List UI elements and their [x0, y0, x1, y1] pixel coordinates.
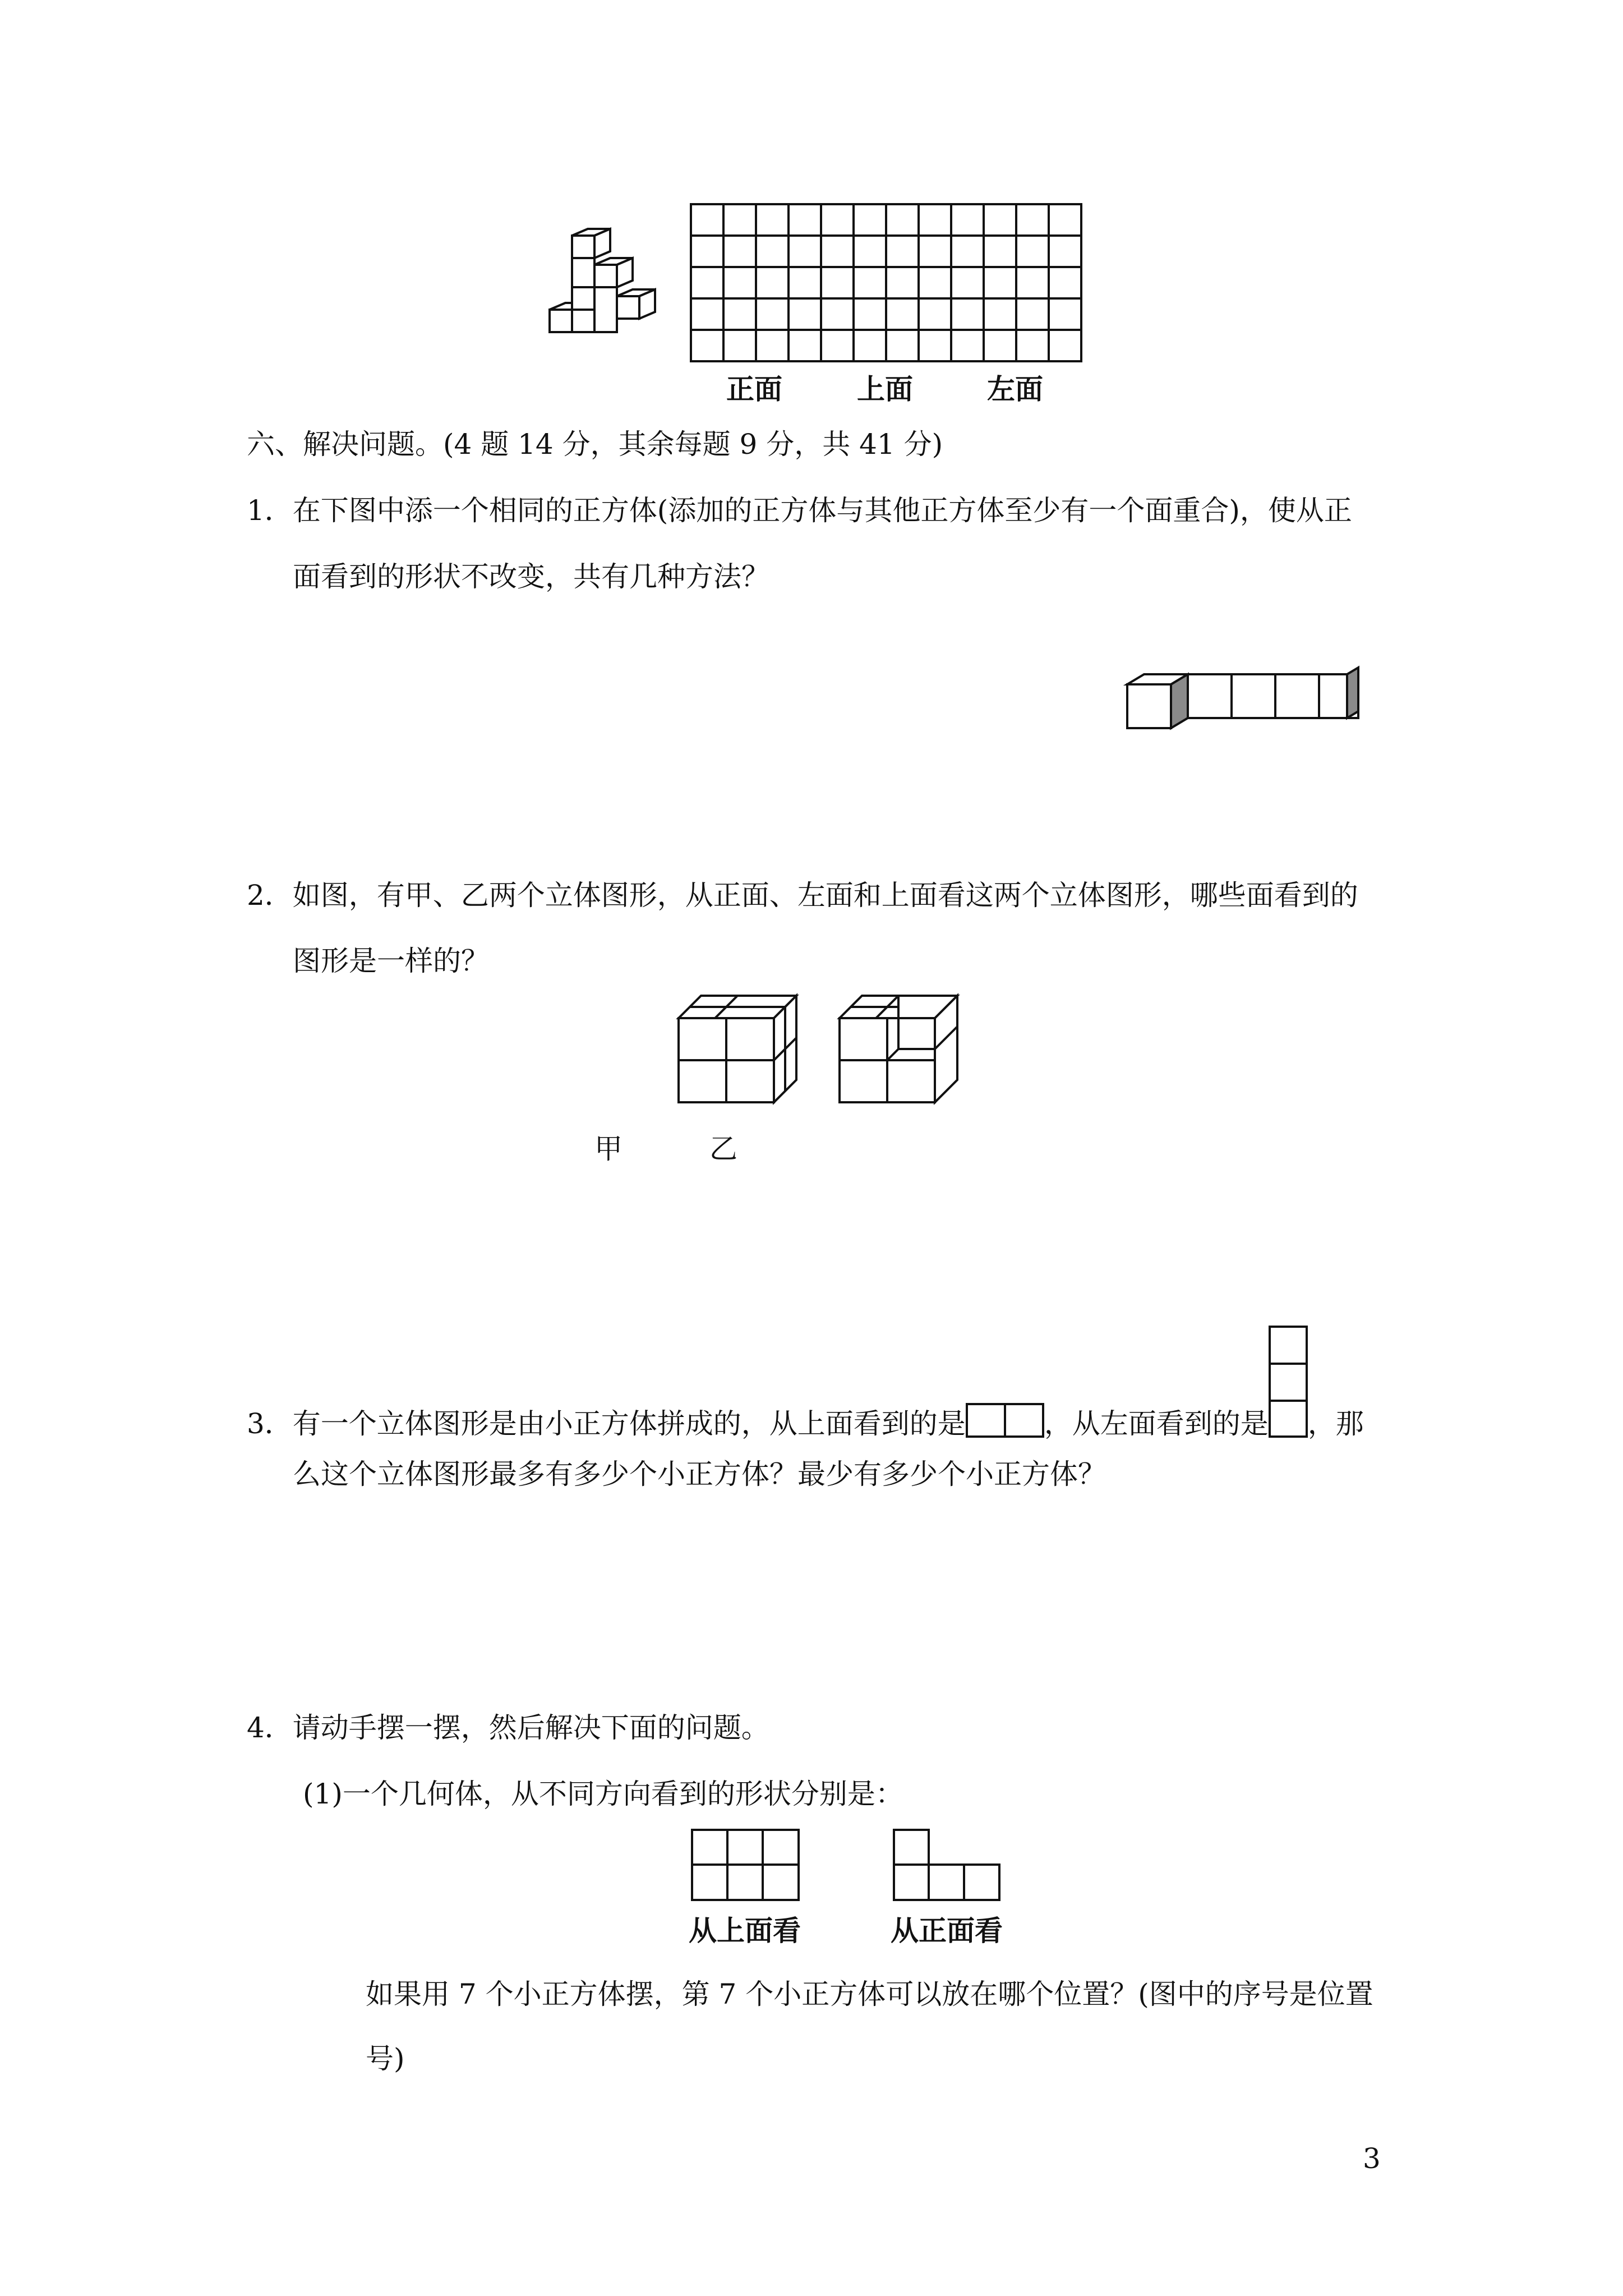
grid-cell[interactable] — [951, 236, 984, 267]
grid-cell[interactable] — [723, 298, 756, 330]
grid-cell[interactable] — [723, 330, 756, 361]
grid-cell[interactable] — [789, 267, 821, 298]
grid-cell[interactable] — [854, 330, 886, 361]
grid-cell[interactable] — [919, 330, 951, 361]
grid-cell[interactable] — [821, 236, 854, 267]
grid-cell[interactable] — [951, 330, 984, 361]
q3-line2: 么这个立体图形最多有多少个小正方体？最少有多少个小正方体？ — [293, 1458, 1106, 1490]
solid-a-label: 甲 — [594, 1133, 623, 1165]
grid-cell[interactable] — [756, 298, 789, 330]
grid-cell[interactable] — [854, 298, 886, 330]
grid-cell[interactable] — [951, 267, 984, 298]
grid-cell[interactable] — [756, 330, 789, 361]
grid-cell[interactable] — [821, 298, 854, 330]
grid-cell[interactable] — [1016, 204, 1049, 236]
grid-cell[interactable] — [854, 267, 886, 298]
solid-a-figure — [679, 996, 802, 1108]
grid-cell[interactable] — [691, 236, 723, 267]
grid-cell[interactable] — [984, 236, 1016, 267]
grid-cell[interactable] — [886, 330, 919, 361]
grid-cell[interactable] — [756, 236, 789, 267]
grid-cell[interactable] — [886, 298, 919, 330]
grid-cell[interactable] — [919, 236, 951, 267]
section-six-heading: 六、解决问题。(4 题 14 分，其余每题 9 分，共 41 分) — [247, 428, 943, 461]
grid-cell[interactable] — [1049, 236, 1081, 267]
grid-cell[interactable] — [984, 204, 1016, 236]
q4-line1: 4．请动手摆一摆，然后解决下面的问题。 — [247, 1711, 769, 1744]
solid-b-figure — [840, 996, 963, 1108]
page-number: 3 — [1363, 2142, 1381, 2175]
grid-cell[interactable] — [1049, 204, 1081, 236]
answer-grid[interactable] — [690, 203, 1082, 366]
grid-cell[interactable] — [1049, 330, 1081, 361]
grid-cell[interactable] — [789, 204, 821, 236]
grid-cell[interactable] — [1049, 298, 1081, 330]
grid-cell[interactable] — [691, 267, 723, 298]
grid-cell[interactable] — [951, 204, 984, 236]
q4-paragraph-line1: 如果用 7 个小正方体摆，第 7 个小正方体可以放在哪个位置？(图中的序号是位置 — [366, 1978, 1373, 2010]
grid-cell[interactable] — [789, 298, 821, 330]
q3-left-view-figure — [1269, 1403, 1308, 1438]
q4-top-view-figure — [691, 1829, 803, 1904]
grid-cell[interactable] — [1016, 236, 1049, 267]
grid-cell[interactable] — [886, 204, 919, 236]
grid-cell[interactable] — [854, 236, 886, 267]
grid-cell[interactable] — [1016, 298, 1049, 330]
grid-cell[interactable] — [789, 330, 821, 361]
grid-cell[interactable] — [691, 298, 723, 330]
grid-cell[interactable] — [723, 204, 756, 236]
q3-line1-part1: 3．有一个立体图形是由小正方体拼成的，从上面看到的是 — [247, 1407, 966, 1440]
grid-cell[interactable] — [984, 267, 1016, 298]
grid-cell[interactable] — [1016, 267, 1049, 298]
grid-cell[interactable] — [821, 330, 854, 361]
q2-line2: 图形是一样的？ — [293, 945, 489, 977]
grid-cell[interactable] — [821, 204, 854, 236]
cube-stack-figure — [550, 224, 684, 348]
grid-cell[interactable] — [984, 330, 1016, 361]
grid-cell[interactable] — [951, 298, 984, 330]
q3-line1 — [247, 1407, 1364, 1443]
grid-cell[interactable] — [886, 267, 919, 298]
grid-cell[interactable] — [723, 267, 756, 298]
grid-cell[interactable] — [919, 267, 951, 298]
q4-paragraph-line2: 号) — [366, 2042, 405, 2075]
q4-sub1: (1)一个几何体，从不同方向看到的形状分别是： — [303, 1778, 903, 1810]
q4-top-view-label: 从上面看 — [689, 1915, 801, 1947]
grid-cell[interactable] — [789, 236, 821, 267]
grid-cell[interactable] — [756, 267, 789, 298]
grid-cell[interactable] — [1016, 330, 1049, 361]
grid-cell[interactable] — [691, 204, 723, 236]
grid-cell[interactable] — [756, 204, 789, 236]
q2-line1: 2．如图，有甲、乙两个立体图形，从正面、左面和上面看这两个立体图形，哪些面看到的 — [247, 879, 1358, 912]
grid-cell[interactable] — [1049, 267, 1081, 298]
q1-line1: 1．在下图中添一个相同的正方体(添加的正方体与其他正方体至少有一个面重合)，使从正 — [247, 494, 1352, 527]
grid-cell[interactable] — [821, 267, 854, 298]
grid-label-front: 正面 — [726, 373, 782, 406]
q3-line1-part3: ，那 — [1307, 1407, 1364, 1440]
solid-b-label: 乙 — [709, 1133, 737, 1165]
grid-label-top: 上面 — [857, 373, 913, 406]
grid-cell[interactable] — [723, 236, 756, 267]
q1-line2: 面看到的形状不改变，共有几种方法？ — [293, 560, 769, 593]
grid-cell[interactable] — [854, 204, 886, 236]
grid-label-left: 左面 — [987, 373, 1043, 406]
grid-cell[interactable] — [984, 298, 1016, 330]
q3-top-view-figure — [966, 1403, 1044, 1438]
q4-front-view-figure — [893, 1829, 1005, 1904]
q4-front-view-label: 从正面看 — [891, 1915, 1003, 1947]
grid-cell[interactable] — [691, 330, 723, 361]
cube-row-figure — [1127, 662, 1374, 735]
grid-cell[interactable] — [886, 236, 919, 267]
grid-cell[interactable] — [919, 298, 951, 330]
grid-cell[interactable] — [919, 204, 951, 236]
q3-line1-part2: ，从左面看到的是 — [1044, 1407, 1269, 1440]
